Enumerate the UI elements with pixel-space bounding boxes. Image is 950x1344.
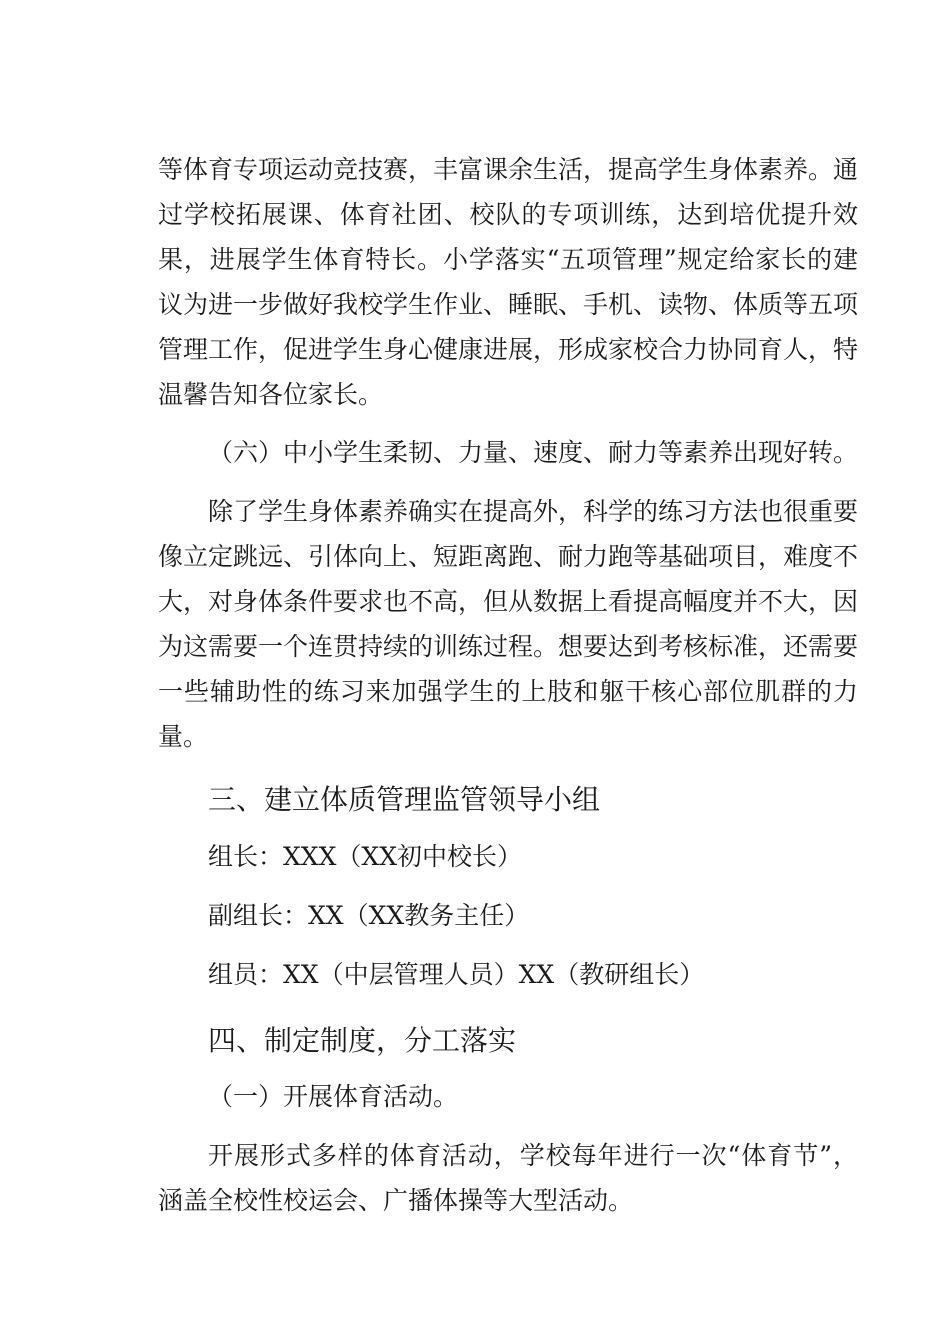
paragraph-1-line-2: 过学校拓展课、体育社团、校队的专项训练，达到培优提升效 (158, 200, 858, 229)
paragraph-2-line-2: 像立定跳远、引体向上、短距离跑、耐力跑等基础项目，难度不 (158, 542, 858, 571)
section-4-paragraph-line-1: 开展形式多样的体育活动，学校每年进行一次“体育节”， (208, 1141, 858, 1170)
leader-line: 组长：XXX（XX初中校长） (208, 842, 522, 871)
paragraph-2-line-3: 大，对身体条件要求也不高，但从数据上看提高幅度并不大，因 (158, 587, 858, 616)
section-4-heading: 四、制定制度，分工落实 (208, 1024, 517, 1057)
paragraph-1-line-4: 议为进一步做好我校学生作业、睡眠、手机、读物、体质等五项 (158, 290, 858, 319)
paragraph-2-line-1: 除了学生身体素养确实在提高外，科学的练习方法也很重要 (208, 497, 858, 526)
paragraph-2-line-6: 量。 (158, 722, 209, 751)
paragraph-1-line-3: 果，进展学生体育特长。小学落实“五项管理”规定给家长的建 (158, 245, 858, 274)
section-4-sub-1: （一）开展体育活动。 (208, 1082, 459, 1111)
subheading-6: （六）中小学生柔韧、力量、速度、耐力等素养出现好转。 (208, 438, 858, 467)
paragraph-1-line-1: 等体育专项运动竞技赛，丰富课余生活，提高学生身体素养。通 (158, 155, 858, 184)
paragraph-2-line-5: 一些辅助性的练习来加强学生的上肢和躯干核心部位肌群的力 (158, 677, 858, 706)
members-line: 组员：XX（中层管理人员）XX（教研组长） (208, 960, 705, 989)
paragraph-2-line-4: 为这需要一个连贯持续的训练过程。想要达到考核标准，还需要 (158, 632, 858, 661)
paragraph-1-line-6: 温馨告知各位家长。 (158, 380, 384, 409)
section-4-paragraph-line-2: 涵盖全校性校运会、广播体操等大型活动。 (158, 1186, 634, 1215)
paragraph-1-line-5: 管理工作，促进学生身心健康进展，形成家校合力协同育人，特 (158, 335, 858, 364)
section-3-heading: 三、建立体质管理监管领导小组 (208, 783, 601, 816)
deputy-leader-line: 副组长：XX（XX教务主任） (208, 901, 530, 930)
